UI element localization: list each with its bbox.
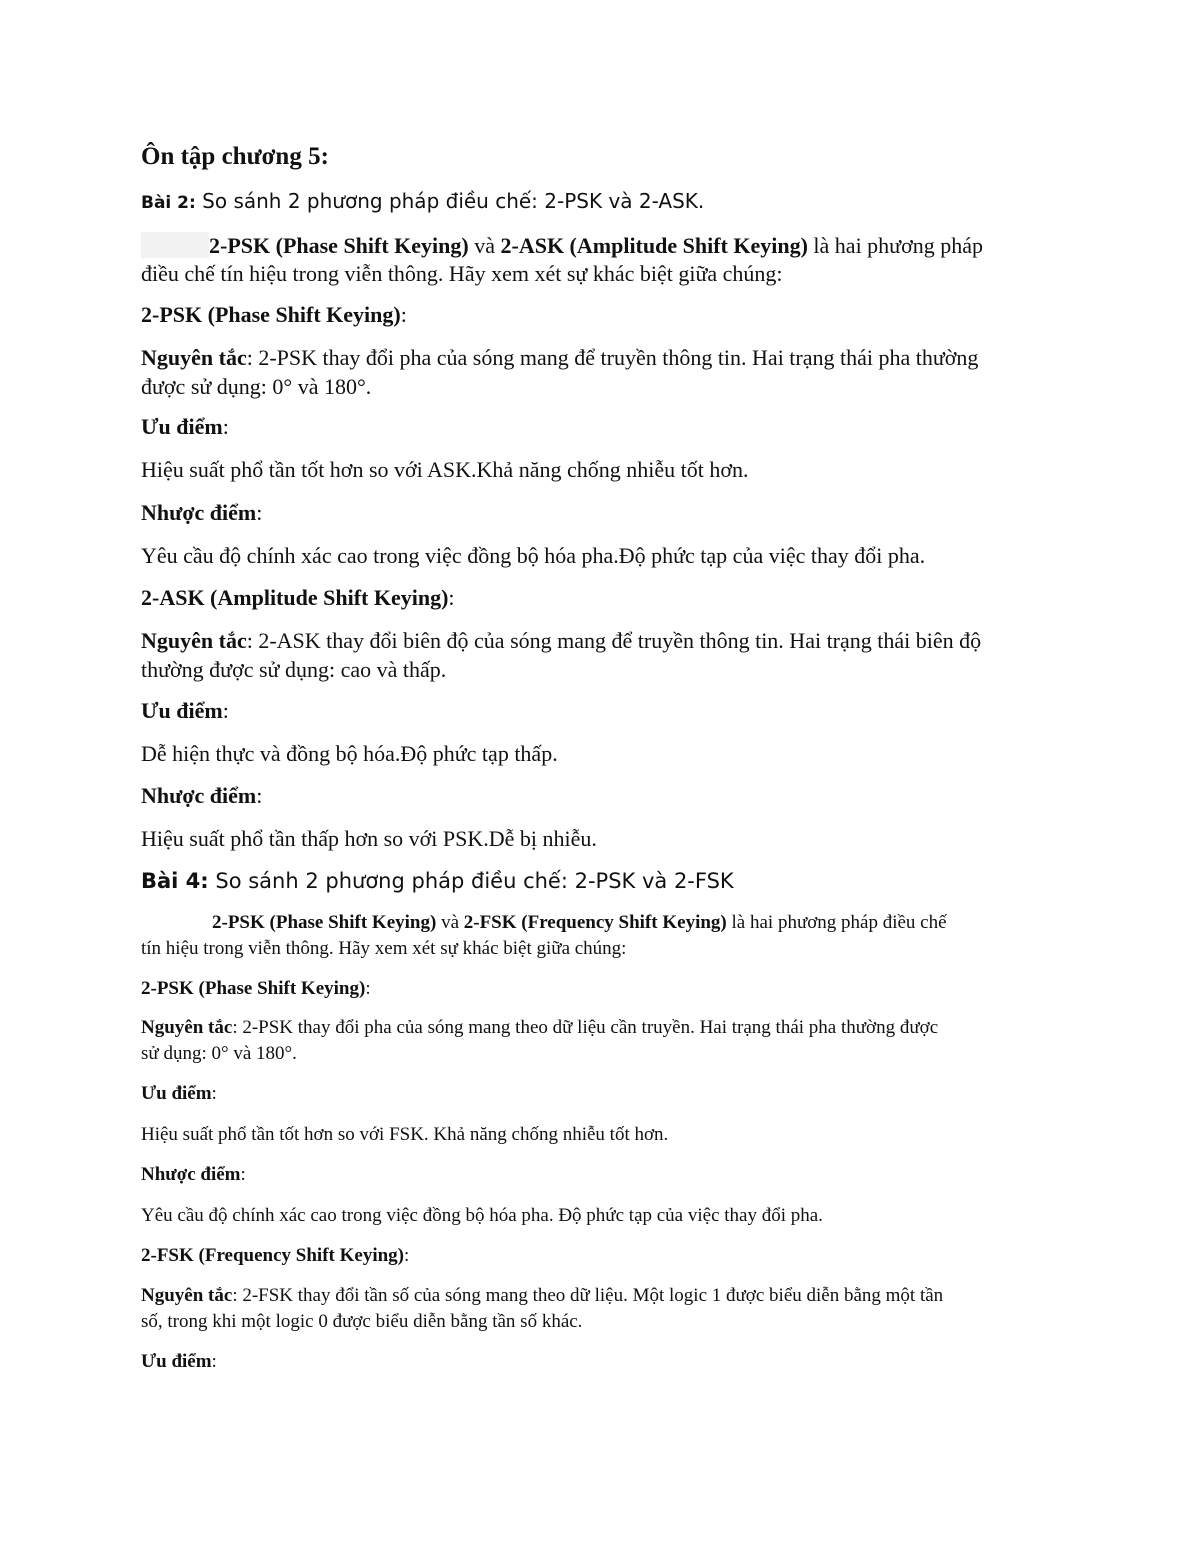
- disadvantage-text: Hiệu suất phổ tần thấp hơn so với PSK.Dễ bị nhiễu.: [141, 826, 597, 851]
- principle-line: [141, 628, 981, 654]
- advantage-heading: [141, 698, 229, 724]
- intro-text: là hai phương pháp điều chế: [726, 912, 947, 933]
- colon: :: [404, 1245, 410, 1266]
- advantage-heading: [141, 1351, 217, 1373]
- disadvantage-label: Nhược điểm: [141, 500, 257, 525]
- advantage-heading: [141, 1083, 217, 1105]
- disadvantage-heading: [141, 500, 262, 526]
- intro-text: là hai phương pháp: [807, 233, 983, 258]
- page-title: Ôn tập chương 5:: [141, 143, 329, 170]
- colon: :: [256, 500, 263, 525]
- section-heading-bai2: [141, 189, 704, 213]
- colon: :: [240, 1164, 246, 1185]
- subsection-heading-text: 2-ASK (Amplitude Shift Keying): [141, 585, 449, 610]
- disadvantage-label: Nhược điểm: [141, 783, 257, 808]
- subsection-heading-text: 2-PSK (Phase Shift Keying): [141, 302, 401, 327]
- advantage-text: Hiệu suất phổ tần tốt hơn so với FSK. Khả năng chống nhiễu tốt hơn.: [141, 1124, 669, 1145]
- advantage-label: Ưu điểm: [141, 1351, 212, 1372]
- subsection-heading-text: 2-FSK (Frequency Shift Keying): [141, 1245, 405, 1266]
- principle-line2: số, trong khi một logic 0 được biểu diễn bằng tần số khác.: [141, 1311, 583, 1332]
- principle-line2: sử dụng: 0° và 180°.: [141, 1043, 297, 1064]
- principle-line2: thường được sử dụng: cao và thấp.: [141, 657, 447, 682]
- intro-paragraph-line2: điều chế tín hiệu trong viễn thông. Hãy xem xét sự khác biệt giữa chúng:: [141, 261, 783, 286]
- disadvantage-text: Yêu cầu độ chính xác cao trong việc đồng bộ hóa pha.Độ phức tạp của việc thay đổi pha.: [141, 543, 926, 568]
- subsection-heading-psk: [141, 978, 371, 1000]
- section-title: So sánh 2 phương pháp điều chế: 2-PSK và 2-FSK: [208, 869, 734, 893]
- term-psk: 2-PSK (Phase Shift Keying): [212, 912, 437, 933]
- advantage-heading: [141, 414, 229, 440]
- colon: :: [448, 585, 455, 610]
- principle-text: : 2-PSK thay đổi pha của sóng mang theo dữ liệu cần truyền. Hai trạng thái pha thường được: [232, 1017, 939, 1038]
- disadvantage-heading: [141, 783, 262, 809]
- term-ask: 2-ASK (Amplitude Shift Keying): [500, 233, 808, 258]
- principle-label: Nguyên tắc: [141, 345, 247, 370]
- colon: :: [222, 414, 229, 439]
- advantage-label: Ưu điểm: [141, 698, 223, 723]
- section-heading-bai4: [141, 869, 734, 893]
- principle-text: : 2-PSK thay đổi pha của sóng mang để truyền thông tin. Hai trạng thái pha thường: [246, 345, 979, 370]
- advantage-label: Ưu điểm: [141, 1083, 212, 1104]
- term-fsk: 2-FSK (Frequency Shift Keying): [463, 912, 727, 933]
- principle-line: [141, 1017, 938, 1039]
- principle-label: Nguyên tắc: [141, 1017, 233, 1038]
- subsection-heading-fsk: [141, 1245, 409, 1267]
- subsection-heading-ask: [141, 585, 455, 611]
- section-label: Bài 4:: [141, 869, 209, 893]
- advantage-text: Hiệu suất phổ tần tốt hơn so với ASK.Khả năng chống nhiễu tốt hơn.: [141, 457, 749, 482]
- colon: :: [365, 978, 371, 999]
- subsection-heading-psk: [141, 302, 407, 328]
- term-psk: 2-PSK (Phase Shift Keying): [209, 233, 469, 258]
- colon: :: [211, 1351, 217, 1372]
- intro-text: và: [468, 233, 501, 258]
- advantage-text: Dễ hiện thực và đồng bộ hóa.Độ phức tạp thấp.: [141, 741, 558, 766]
- principle-line: [141, 1285, 943, 1307]
- intro-paragraph: [212, 912, 947, 934]
- colon: :: [222, 698, 229, 723]
- section-label: Bài 2:: [141, 193, 196, 213]
- colon: :: [400, 302, 407, 327]
- principle-label: Nguyên tắc: [141, 628, 247, 653]
- principle-label: Nguyên tắc: [141, 1285, 233, 1306]
- highlight-mark: [141, 232, 209, 258]
- intro-paragraph-line2: tín hiệu trong viễn thông. Hãy xem xét sự khác biệt giữa chúng:: [141, 938, 627, 959]
- disadvantage-label: Nhược điểm: [141, 1164, 241, 1185]
- colon: :: [211, 1083, 217, 1104]
- colon: :: [256, 783, 263, 808]
- advantage-label: Ưu điểm: [141, 414, 223, 439]
- intro-paragraph: [141, 232, 983, 259]
- section-title: So sánh 2 phương pháp điều chế: 2-PSK và 2-ASK.: [195, 189, 705, 213]
- subsection-heading-text: 2-PSK (Phase Shift Keying): [141, 978, 366, 999]
- principle-text: : 2-FSK thay đổi tần số của sóng mang theo dữ liệu. Một logic 1 được biểu diễn bằng một tần: [232, 1285, 944, 1306]
- intro-text: và: [436, 912, 464, 933]
- principle-text: : 2-ASK thay đổi biên độ của sóng mang để truyền thông tin. Hai trạng thái biên độ: [246, 628, 982, 653]
- principle-line2: được sử dụng: 0° và 180°.: [141, 374, 372, 399]
- principle-line: [141, 345, 978, 371]
- disadvantage-heading: [141, 1164, 246, 1186]
- disadvantage-text: Yêu cầu độ chính xác cao trong việc đồng bộ hóa pha. Độ phức tạp của việc thay đổi pha.: [141, 1205, 823, 1226]
